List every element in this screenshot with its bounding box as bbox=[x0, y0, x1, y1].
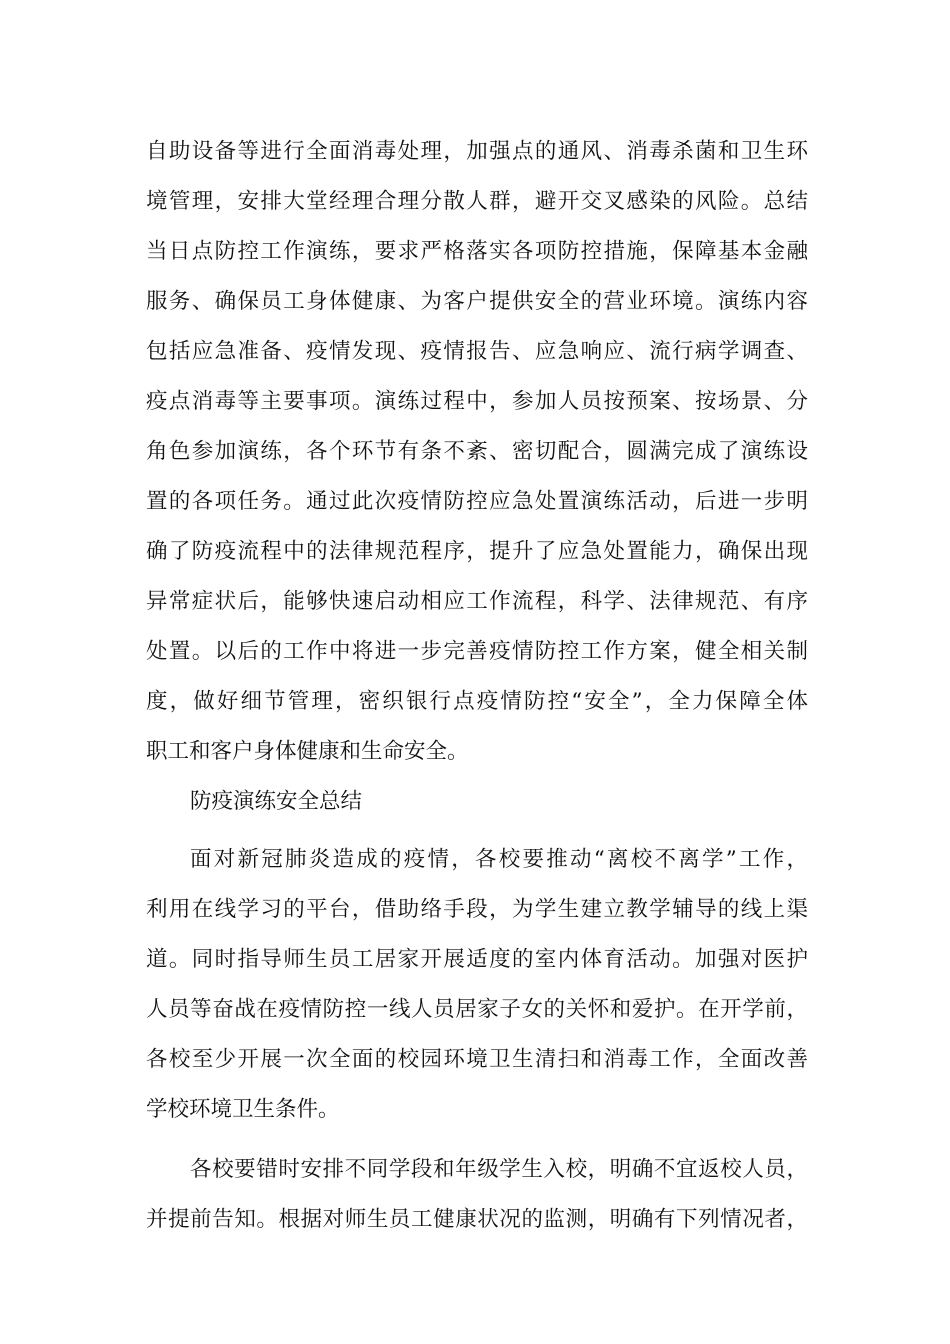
paragraph-school-measures bbox=[146, 835, 808, 1135]
text-line: 疫点消毒等主要事项。演练过程中，参加人员按预案、按场景、分 bbox=[146, 389, 808, 414]
text-line: 境管理，安排大堂经理合理分散人群，避开交叉感染的风险。总结 bbox=[146, 189, 808, 214]
section-heading: 防疫演练安全总结 bbox=[190, 789, 363, 814]
text-line: 角色参加演练，各个环节有条不紊、密切配合，圆满完成了演练设 bbox=[146, 439, 808, 464]
text-line: 职工和客户身体健康和生命安全。 bbox=[146, 739, 469, 764]
text-line: 学校环境卫生条件。 bbox=[146, 1097, 340, 1122]
text-line: 处置。以后的工作中将进一步完善疫情防控工作方案，健全相关制 bbox=[146, 639, 808, 664]
text-line: 并提前告知。根据对师生员工健康状况的监测，明确有下列情况者， bbox=[146, 1207, 808, 1232]
spacer bbox=[146, 827, 808, 835]
text-line: 确了防疫流程中的法律规范程序，提升了应急处置能力，确保出现 bbox=[146, 539, 808, 564]
paragraph-bank-drill-summary bbox=[146, 127, 808, 777]
text-line: 各校至少开展一次全面的校园环境卫生清扫和消毒工作，全面改善 bbox=[146, 1047, 808, 1072]
text-line: 自助设备等进行全面消毒处理，加强点的通风、消毒杀菌和卫生环 bbox=[146, 139, 808, 164]
spacer bbox=[146, 1135, 808, 1145]
text-line: 道。同时指导师生员工居家开展适度的室内体育活动。加强对医护 bbox=[146, 947, 808, 972]
text-line: 置的各项任务。通过此次疫情防控应急处置演练活动，后进一步明 bbox=[146, 489, 808, 514]
text-line: 人员等奋战在疫情防控一线人员居家子女的关怀和爱护。在开学前， bbox=[146, 997, 808, 1022]
text-line: 包括应急准备、疫情发现、疫情报告、应急响应、流行病学调查、 bbox=[146, 339, 808, 364]
text-line: 服务、确保员工身体健康、为客户提供安全的营业环境。演练内容 bbox=[146, 289, 808, 314]
paragraph-staggered-return bbox=[146, 1145, 808, 1245]
document-body bbox=[146, 127, 808, 1245]
text-line: 面对新冠肺炎造成的疫情，各校要推动“离校不离学”工作， bbox=[190, 847, 808, 872]
text-line: 各校要错时安排不同学段和年级学生入校，明确不宜返校人员， bbox=[190, 1157, 808, 1182]
text-line: 异常症状后，能够快速启动相应工作流程，科学、法律规范、有序 bbox=[146, 589, 808, 614]
text-line: 度，做好细节管理，密织银行点疫情防控“安全”，全力保障全体 bbox=[146, 689, 808, 714]
text-line: 利用在线学习的平台，借助络手段，为学生建立教学辅导的线上渠 bbox=[146, 897, 808, 922]
text-line: 当日点防控工作演练，要求严格落实各项防控措施，保障基本金融 bbox=[146, 239, 808, 264]
